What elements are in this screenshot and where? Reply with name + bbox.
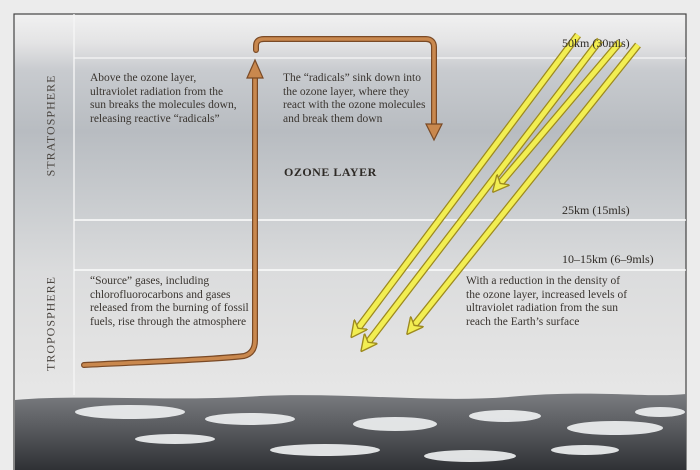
caption-source-gases: “Source” gases, including chlorofluorocarbons and gases released from the burning of fossil fuels, rise through the atmosphere <box>90 275 249 328</box>
troposphere-label: TROPOSPHERE <box>43 275 58 372</box>
stratosphere-label: STRATOSPHERE <box>43 74 58 177</box>
altitude-label-top: 50km (30mls) <box>562 36 630 50</box>
ozone-layer-label: OZONE LAYER <box>284 165 377 179</box>
caption-uv-reach-surface: With a reduction in the density of the ozone layer, increased levels of ultraviolet radiation from the sun reach the Earth’s surface <box>466 275 628 328</box>
caption-radicals-sink: The “radicals” sink down into the ozone layer, where they react with the ozone molecules and break them down <box>283 72 426 125</box>
altitude-label-middle: 25km (15mls) <box>562 203 630 217</box>
altitude-label-lower: 10–15km (6–9mls) <box>562 252 654 266</box>
caption-uv-breakdown: Above the ozone layer, ultraviolet radiation from the sun breaks the molecules down, releasing reactive “radicals” <box>90 72 237 125</box>
